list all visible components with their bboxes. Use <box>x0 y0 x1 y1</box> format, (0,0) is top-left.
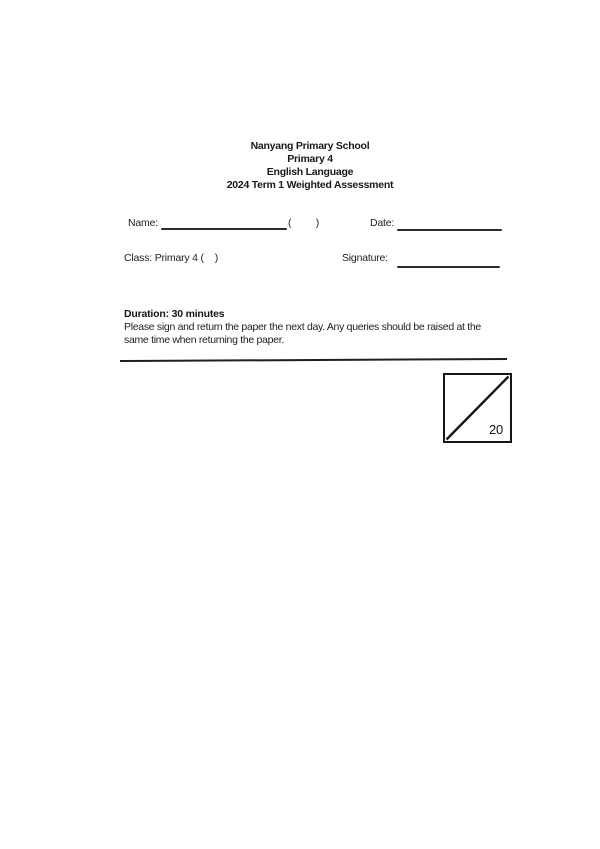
level-name: Primary 4 <box>287 153 333 165</box>
name-blank-line <box>161 228 287 230</box>
instruction-line-2: same time when returning the paper. <box>124 334 284 346</box>
signature-label: Signature: <box>342 252 388 264</box>
signature-blank-line <box>397 266 500 268</box>
date-label: Date: <box>370 217 395 229</box>
class-label: Class: Primary 4 ( ) <box>124 252 218 264</box>
school-name: Nanyang Primary School <box>250 140 370 152</box>
assessment-title: 2024 Term 1 Weighted Assessment <box>226 179 394 191</box>
date-blank-line <box>397 229 502 231</box>
name-index-brackets: ( ) <box>288 217 320 229</box>
paper-header <box>10 140 600 192</box>
divider-line <box>120 358 507 362</box>
instruction-line-1: Please sign and return the paper the next day. Any queries should be raised at the <box>124 321 481 333</box>
duration-text: Duration: 30 minutes <box>124 308 225 320</box>
total-marks: 20 <box>488 422 503 437</box>
name-label: Name: <box>128 217 158 229</box>
marks-box <box>443 373 512 443</box>
subject-name: English Language <box>266 166 354 178</box>
